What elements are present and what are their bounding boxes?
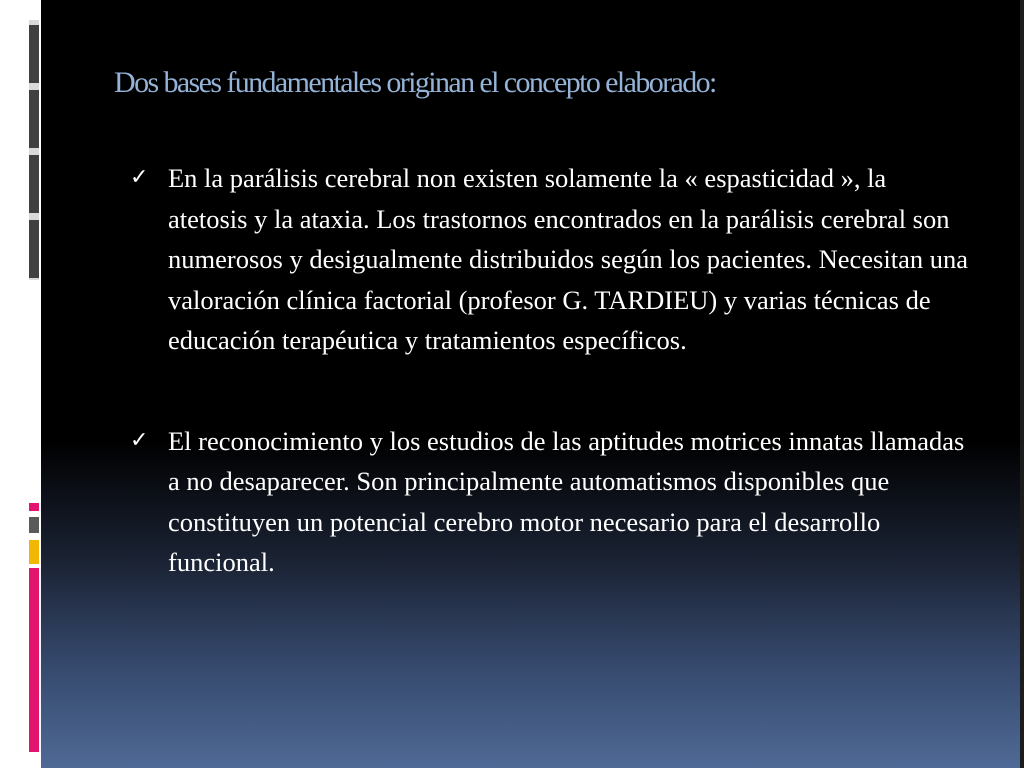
- bullet-text: En la parálisis cerebral non existen solamente la « espasticidad », la atetosis y la ataxia. Los trastornos encontrados en la parálisis cerebral son numerosos y desigualmente distribuidos según los pacientes. Necesitan una valoración clínica factorial (profesor G. TARDIEU) y varias técnicas de educación terapéutica y tratamientos específicos.: [168, 163, 968, 355]
- accent-bar: [29, 25, 39, 83]
- bullet-text: El reconocimiento y los estudios de las aptitudes motrices innatas llamadas a no desaparecer. Son principalmente automatismos disponibles que constituyen un potencial cerebro motor necesario para el desarrollo funcional.: [168, 425, 965, 577]
- accent-bars-top: [29, 20, 39, 280]
- accent-gray: [29, 517, 39, 533]
- right-edge: [1020, 0, 1024, 768]
- check-icon: ✓: [130, 427, 149, 453]
- check-icon: ✓: [130, 165, 149, 190]
- accent-bar: [29, 220, 39, 278]
- accent-pink-small: [29, 503, 39, 511]
- bullet-item: [130, 158, 970, 361]
- accent-pink: [29, 568, 39, 752]
- bullet-list: [130, 158, 970, 583]
- accent-yellow: [29, 540, 39, 564]
- slide-title: Dos bases fundamentales originan el concepto elaborado:: [114, 66, 716, 99]
- bullet-item: [130, 421, 970, 583]
- accent-bar: [29, 90, 39, 148]
- accent-bar: [29, 155, 39, 213]
